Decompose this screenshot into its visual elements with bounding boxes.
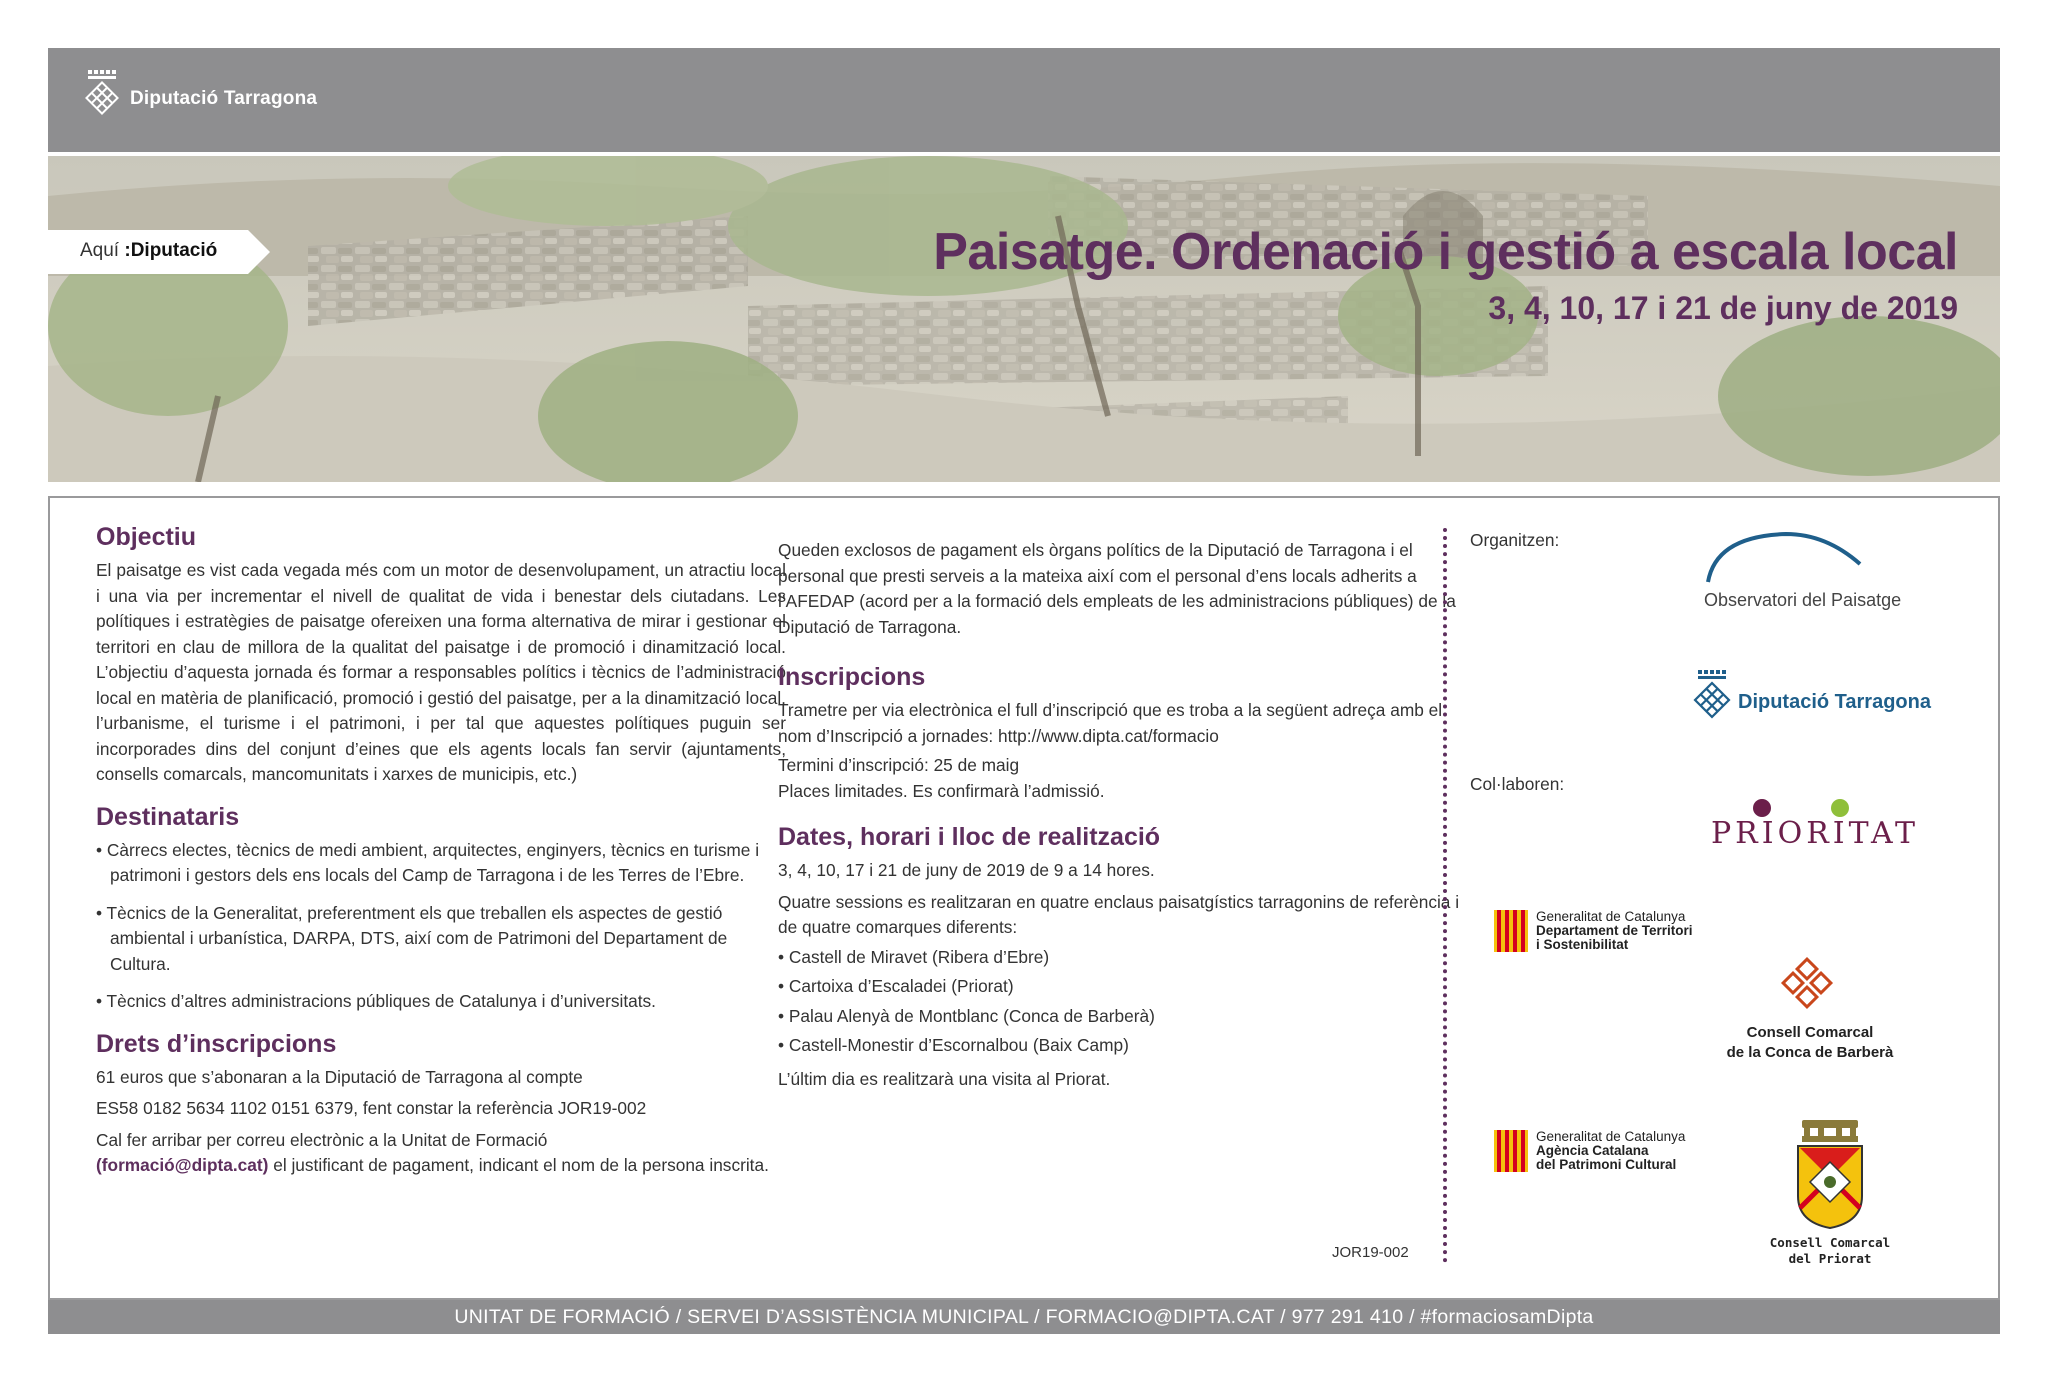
exclusions-text: Queden exclosos de pagament els òrgans polítics de la Diputació de Tarragona i el personal que presti serveis a la mateixa així com el personal d’ens locals adherits a l’AFEDAP (acord per a la formació dels empleats de les administracions públiques) de la Diputació de Tarragona. (778, 540, 1456, 637)
inscripcions-text: Trametre per via electrònica el full d’inscripció que es troba a la següent adreça amb el nom d’Inscripció a jornades: http://www.dipta.cat/formacio (778, 700, 1443, 746)
gencat2-line1: Generalitat de Catalunya (1536, 1129, 1686, 1144)
gencat-territori-logo[interactable] (1494, 910, 1693, 952)
priorat-cc-logo[interactable] (1740, 1118, 1920, 1267)
venue-item: • Palau Alenyà de Montblanc (Conca de Barberà) (778, 1005, 1155, 1026)
aqui-diputacio-tag (48, 230, 270, 274)
inscripcions-deadline: Termini d’inscripció: 25 de maig (778, 755, 1020, 775)
gencat1-line3: i Sostenibilitat (1536, 937, 1629, 952)
priorat-cc-line2: del Priorat (1788, 1251, 1872, 1266)
destinatari-item: • Tècnics d’altres administracions públiques de Catalunya i d’universitats. (96, 991, 656, 1011)
observatori-logo[interactable] (1696, 530, 1926, 620)
email-link[interactable]: (formació@dipta.cat) (96, 1155, 269, 1175)
destinataris-heading: Destinataris (96, 802, 240, 831)
dates-intro: Quatre sessions es realitzaran en quatre enclaus paisatgístics tarragonins de referència i de quatre comarques diferents: (778, 891, 1460, 937)
gencat2-line3: del Patrimoni Cultural (1536, 1157, 1677, 1172)
header-bar (48, 48, 2000, 152)
collaboren-label: Col·laboren: (1470, 774, 1565, 794)
event-title: Paisatge. Ordenació i gestió a escala local (933, 223, 1958, 281)
observatori-name: Observatori del Paisatge (1704, 590, 1902, 610)
drets-line3: Cal fer arribar per correu electrònic a la Unitat de Formació (formació@dipta.cat) el justificant de pagament, indicant el nom de la persona inscrita. (96, 1129, 769, 1175)
venue-item: • Castell-Monestir d’Escornalbou (Baix Camp) (778, 1035, 1129, 1055)
gencat1-line1: Generalitat de Catalunya (1536, 909, 1686, 924)
priorat-wordmark: PRIORITAT (1710, 816, 1920, 851)
venue-item: • Cartoixa d’Escaladei (Priorat) (778, 976, 1014, 996)
dates-schedule: 3, 4, 10, 17 i 21 de juny de 2019 de 9 a 14 hores. (778, 860, 1155, 880)
inscripcions-places: Places limitades. Es confirmarà l’admissió. (778, 780, 1105, 801)
dates-last-day: L’últim dia es realitzarà una visita al Priorat. (778, 1068, 1111, 1089)
gencat-patrimoni-logo[interactable] (1494, 1130, 1685, 1172)
organitzen-label: Organitzen: (1470, 530, 1560, 550)
coat-of-arms-icon (1740, 1118, 1920, 1230)
tag-bold: :Diputació (124, 240, 218, 261)
observatori-arc-icon (1696, 530, 1926, 586)
footer-bar: UNITAT DE FORMACIÓ / SERVEI D’ASSISTÈNCIA MUNICIPAL / FORMACIO@DIPTA.CAT / 977 291 410 / #formaciosamDipta (48, 1300, 2000, 1334)
middle-column (778, 538, 1468, 1092)
diputacio-logo[interactable] (80, 68, 317, 116)
diputacio-emblem-icon (1690, 668, 1734, 720)
org-name: Diputació Tarragona (130, 88, 318, 109)
gencat1-line2: Departament de Territori (1536, 923, 1693, 938)
drets-line2: ES58 0182 5634 1102 0151 6379, fent constar la referència JOR19-002 (96, 1098, 647, 1118)
priorat-logo[interactable] (1700, 788, 1930, 858)
tag-prefix: Aquí (80, 240, 125, 261)
conca-line1: Consell Comarcal (1746, 1024, 1874, 1041)
conca-barbera-logo[interactable] (1710, 956, 1910, 1063)
objectiu-heading: Objectiu (96, 523, 197, 551)
senyera-icon (1494, 910, 1528, 952)
diputacio-sponsor-logo[interactable] (1690, 668, 1931, 720)
dates-heading: Dates, horari i lloc de realització (778, 823, 1161, 851)
conca-emblem-icon (1710, 956, 1910, 1012)
destinatari-item: • Càrrecs electes, tècnics de medi ambient, arquitectes, enginyers, tècnics en turisme i patrimoni i gestors dels ens locals del Camp de Tarragona i de les Terres de l’Ebre. (96, 839, 760, 885)
dotted-divider (1443, 528, 1447, 1263)
objectiu-text: El paisatge es vist cada vegada més com un motor de desenvolupament, un atractiu local i una via per incrementar el nivell de qualitat de vida i benestar dels ciutadans. Les polítiques i estratègies de paisatge ofereixen una forma alternativa de mirar i gestionar el territori en clau de millora de la qualitat del paisatge i de promoció i dinamització local. L’objectiu d’aquesta jornada és formar a responsables polítics i tècnics de l’administració local en matèria de planificació, promoció i gestió del paisatge, per a la dinamització local, l’urbanisme, el turisme i el patrimoni, i per tal que aquestes polítiques puguin ser incorporades dins del conjunt d’eines que els agents locals fan servir (ajuntaments, consells comarcals, mancomunitats i xarxes de municipis, etc.) (96, 560, 786, 784)
diputacio-sponsor-name: Diputació Tarragona (1738, 691, 1931, 713)
destinatari-item: • Tècnics de la Generalitat, preferentment els que treballen els aspectes de gestió ambiental i urbanística, DARPA, DTS, així com de Patrimoni del Departament de Cultura. (96, 902, 728, 974)
priorat-cc-line1: Consell Comarcal (1769, 1235, 1891, 1250)
drets-heading: Drets d’inscripcions (96, 1029, 337, 1058)
conca-line2: de la Conca de Barberà (1726, 1044, 1894, 1061)
gencat2-line2: Agència Catalana (1536, 1143, 1649, 1158)
senyera-icon (1494, 1130, 1528, 1172)
venue-item: • Castell de Miravet (Ribera d’Ebre) (778, 946, 1050, 967)
content-panel (48, 496, 2000, 1300)
reference-code: JOR19-002 (1332, 1244, 1409, 1261)
drets-line1: 61 euros que s’abonaran a la Diputació de Tarragona al compte (96, 1066, 583, 1087)
diputacio-emblem-icon (80, 68, 124, 116)
inscripcions-heading: Inscripcions (778, 663, 926, 691)
left-column (96, 522, 786, 1179)
event-dates: 3, 4, 10, 17 i 21 de juny de 2019 (1488, 290, 1958, 326)
